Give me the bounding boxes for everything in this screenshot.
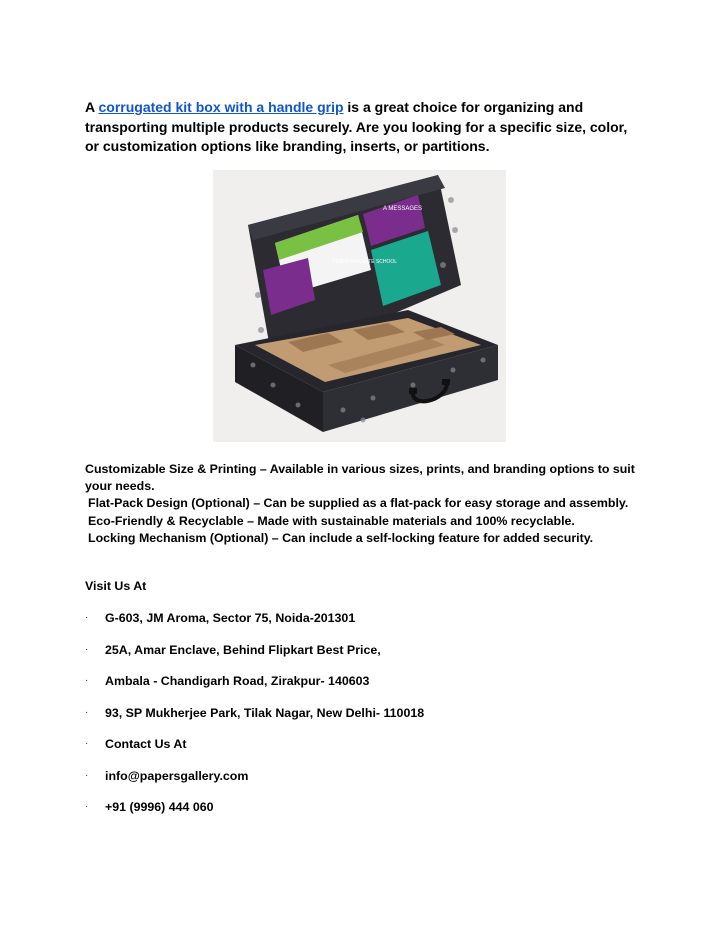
list-item [85, 705, 424, 737]
feature-item: Customizable Size & Printing – Available in various sizes, prints, and branding options to suit your needs. [85, 462, 635, 494]
list-item [85, 799, 424, 831]
contact-list [85, 610, 424, 831]
visit-heading: Visit Us At [85, 579, 147, 593]
kit-box-link[interactable]: corrugated kit box with a handle grip [98, 99, 344, 115]
address-delhi: 93, SP Mukherjee Park, Tilak Nagar, New Delhi- 110018 [105, 705, 425, 720]
feature-item: Eco-Friendly & Recyclable – Made with sustainable materials and 100% recyclable. [88, 513, 575, 528]
lid-panel-purple-text: A MESSAGES [383, 206, 423, 212]
address-noida: G-603, JM Aroma, Sector 75, Noida-201301 [105, 611, 356, 625]
bullet: · [85, 643, 89, 655]
features-list [85, 461, 645, 547]
contact-email[interactable]: info@papersgallery.com [105, 768, 249, 783]
address-zirakpur-line2: Ambala - Chandigarh Road, Zirakpur- 140603 [105, 674, 370, 688]
product-image [213, 170, 506, 442]
intro-paragraph [85, 98, 645, 157]
list-item [85, 768, 424, 800]
feature-item: Locking Mechanism (Optional) – Can include a self-locking feature for added security. [88, 530, 594, 545]
list-item [85, 673, 424, 705]
bullet: · [85, 769, 89, 781]
contact-heading: Contact Us At [105, 737, 187, 751]
kit-box-illustration [213, 170, 506, 442]
list-item [85, 736, 424, 768]
intro-suffix: is a great choice for organizing and transporting multiple products securely. Are you looking for a specific size, color, or customization options like branding, inserts, or partitions. [85, 99, 628, 154]
intro-prefix: A [85, 99, 99, 115]
bullet: · [85, 612, 89, 623]
lid-panel-teal-text: FIND A FAVORITE SCHOOL [333, 259, 398, 265]
list-item [85, 642, 424, 674]
bullet: · [85, 801, 89, 812]
bullet: · [85, 675, 89, 686]
bullet: · [85, 706, 89, 718]
list-item [85, 610, 424, 642]
contact-phone[interactable]: +91 (9996) 444 060 [105, 800, 214, 814]
feature-item: Flat-Pack Design (Optional) – Can be supplied as a flat-pack for easy storage and assembly. [88, 496, 629, 511]
address-zirakpur-line1: 25A, Amar Enclave, Behind Flipkart Best Price, [105, 642, 381, 657]
bullet: · [85, 738, 89, 749]
